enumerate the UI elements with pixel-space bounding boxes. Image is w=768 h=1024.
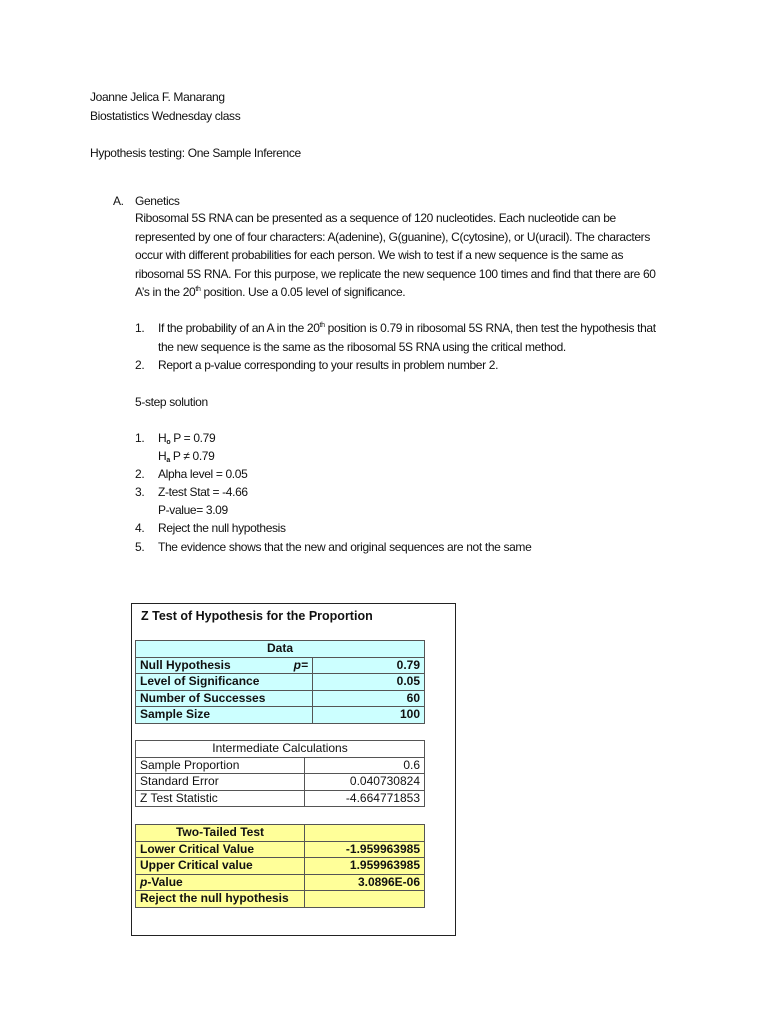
paragraph-line: represented by one of four characters: A(adenine), G(guanine), C(cytosine), or U(uracil). The characters	[135, 229, 650, 244]
data-value: 100	[313, 707, 425, 724]
table-row	[136, 790, 425, 807]
step-5-text: The evidence shows that the new and original sequences are not the same	[158, 540, 532, 554]
intermediate-value: 0.040730824	[305, 774, 425, 791]
step-4-text: Reject the null hypothesis	[158, 521, 286, 535]
data-value: 60	[313, 690, 425, 707]
intermediate-value: -4.664771853	[305, 790, 425, 807]
two-tailed-header: Two-Tailed Test	[136, 825, 305, 842]
table-row	[136, 657, 425, 674]
table-row	[136, 858, 425, 875]
author-name: Joanne Jelica F. Manarang	[90, 90, 225, 104]
step-4-number: 4.	[135, 521, 145, 535]
intermediate-label: Sample Proportion	[136, 757, 305, 774]
table-row	[136, 891, 425, 908]
tail-value: 1.959963985	[305, 858, 425, 875]
step-1-number: 1.	[135, 431, 145, 445]
paragraph-line: ribosomal 5S RNA. For this purpose, we replicate the new sequence 100 times and find that there are 60	[135, 266, 656, 281]
intermediate-table	[135, 740, 425, 807]
topic-title: Hypothesis testing: One Sample Inference	[90, 146, 301, 160]
paragraph-line: occur with different probabilities for each person. We wish to test if a new sequence is the same as	[135, 248, 624, 262]
table-row	[136, 874, 425, 891]
data-header: Data	[136, 641, 425, 658]
empty-cell	[305, 825, 425, 842]
paragraph-line: Ribosomal 5S RNA can be presented as a sequence of 120 nucleotides. Each nucleotide can be	[135, 211, 616, 225]
data-value: 0.79	[313, 657, 425, 674]
tail-label-pvalue: p-Value	[136, 874, 305, 891]
table-row	[136, 690, 425, 707]
step-5-number: 5.	[135, 540, 145, 554]
question-1-line2: the new sequence is the same as the ribosomal 5S RNA using the critical method.	[158, 340, 566, 354]
tail-label: Lower Critical Value	[136, 841, 305, 858]
class-name: Biostatistics Wednesday class	[90, 109, 241, 123]
data-value: 0.05	[313, 674, 425, 691]
data-label: Sample Size	[136, 707, 313, 724]
data-label: Number of Successes	[136, 690, 313, 707]
solution-heading: 5-step solution	[135, 395, 208, 409]
tail-value	[305, 891, 425, 908]
question-1-number: 1.	[135, 321, 145, 335]
ztest-title: Z Test of Hypothesis for the Proportion	[141, 609, 373, 623]
data-table	[135, 640, 425, 724]
table-row	[136, 674, 425, 691]
step-3-text: Z-test Stat = -4.66	[158, 485, 248, 499]
question-2-text: Report a p-value corresponding to your results in problem number 2.	[158, 358, 499, 372]
null-hypothesis: $H_o$ P = 0.79	[158, 431, 216, 446]
question-2-number: 2.	[135, 358, 145, 372]
intermediate-value: 0.6	[305, 757, 425, 774]
table-row	[136, 841, 425, 858]
step-2-number: 2.	[135, 467, 145, 481]
problem-paragraph	[135, 209, 675, 302]
intermediate-header: Intermediate Calculations	[136, 741, 425, 758]
step-2-text: Alpha level = 0.05	[158, 467, 248, 481]
alternative-hypothesis: $H_a$ P ≠ 0.79	[158, 449, 215, 464]
data-label: Level of Significance	[136, 674, 313, 691]
two-tailed-table	[135, 824, 425, 908]
step-3-number: 3.	[135, 485, 145, 499]
tail-value: 3.0896E-06	[305, 874, 425, 891]
table-row	[136, 757, 425, 774]
step-3-pvalue: P-value= 3.09	[158, 503, 228, 517]
table-row	[136, 774, 425, 791]
table-row	[136, 707, 425, 724]
data-mid: p=	[254, 657, 313, 674]
tail-label: Reject the null hypothesis	[136, 891, 305, 908]
section-letter: A.	[113, 194, 124, 208]
tail-value: -1.959963985	[305, 841, 425, 858]
data-label: Null Hypothesis	[136, 657, 255, 674]
intermediate-label: Standard Error	[136, 774, 305, 791]
intermediate-label: Z Test Statistic	[136, 790, 305, 807]
paragraph-line-last: A’s in the 20th position. Use a 0.05 level of significance.	[135, 285, 406, 299]
question-1-text: If the probability of an A in the 20th position is 0.79 in ribosomal 5S RNA, then test the hypothesis that	[158, 321, 656, 335]
section-title: Genetics	[135, 194, 180, 208]
tail-label: Upper Critical value	[136, 858, 305, 875]
